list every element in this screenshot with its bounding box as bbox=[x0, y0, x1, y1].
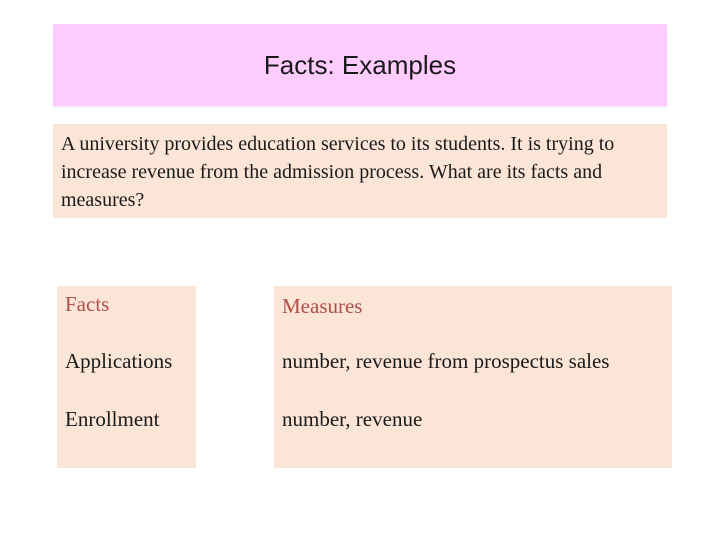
measure-applications: number, revenue from prospectus sales bbox=[282, 349, 610, 373]
slide-title: Facts: Examples bbox=[263, 49, 457, 80]
intro-panel bbox=[53, 124, 667, 218]
measures-header: Measures bbox=[282, 294, 363, 318]
fact-applications: Applications bbox=[65, 349, 173, 373]
facts-column bbox=[57, 286, 196, 468]
fact-enrollment: Enrollment bbox=[65, 407, 160, 431]
measure-enrollment: number, revenue bbox=[282, 407, 423, 431]
intro-text: A university provides education services to its students. It is trying to increase revenue from the admission process. What are its facts and measures? bbox=[61, 133, 615, 211]
measures-column bbox=[274, 286, 672, 468]
title-banner bbox=[53, 24, 667, 106]
facts-header: Facts bbox=[65, 292, 110, 316]
